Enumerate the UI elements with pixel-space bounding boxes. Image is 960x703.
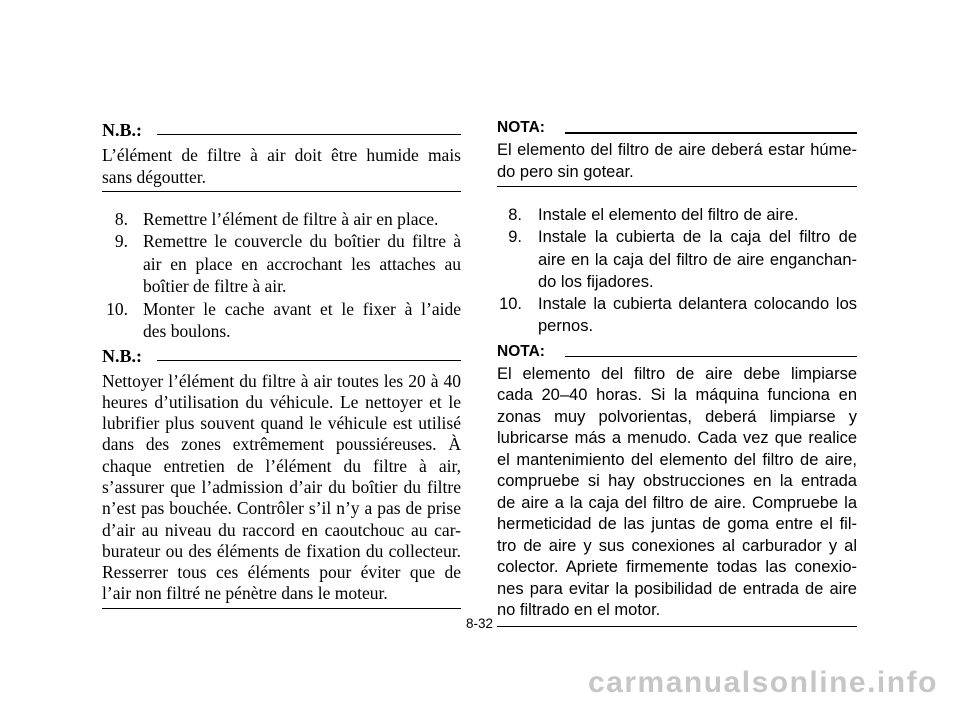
note-line: sans dégoutter. bbox=[102, 167, 207, 187]
step-text-line: Instale la cubierta de la caja del filtro de bbox=[538, 228, 857, 247]
step-number: 10. bbox=[106, 298, 128, 319]
note-line: n’est pas bouchée. Contrôler s’il n’y a pas de prise bbox=[102, 498, 461, 519]
step-list-es bbox=[497, 204, 857, 338]
note-line: L’élément de filtre à air doit être humide mais bbox=[102, 145, 461, 165]
step-text-line: des boulons. bbox=[143, 321, 231, 342]
step-item bbox=[102, 208, 461, 230]
step-text bbox=[538, 293, 857, 338]
note-line: hermeticidad de las juntas de goma entre el fil- bbox=[497, 515, 857, 533]
note-text-es-top bbox=[497, 139, 857, 183]
note-line: burateur ou des éléments de fixation du collecteur. bbox=[102, 540, 461, 561]
note-text-es-bottom bbox=[497, 364, 857, 622]
step-text bbox=[538, 204, 857, 226]
step-text-line: pernos. bbox=[538, 317, 594, 336]
step-text-line: air en place en accrochant les attaches au bbox=[143, 253, 461, 274]
step-number: 9. bbox=[114, 231, 128, 252]
note-line: tro de aire y sus conexiones al carburador y al bbox=[497, 536, 857, 555]
step-text-line: Monter le cache avant et le fixer à l’aide bbox=[143, 298, 461, 319]
step-list-fr bbox=[102, 208, 461, 342]
step-number: 9. bbox=[508, 228, 522, 247]
note-line: El elemento del filtro de aire deberá estar húme- bbox=[497, 141, 857, 159]
note-line: el mantenimiento del elemento del filtro de aire, bbox=[497, 450, 857, 469]
step-item bbox=[102, 230, 461, 297]
note-label-rule bbox=[157, 360, 461, 362]
note-line: de aire a la caja del filtro de aire. Compruebe la bbox=[497, 493, 857, 512]
note-label-fr-top: N.B.: bbox=[102, 120, 142, 140]
note-text-fr-bottom bbox=[102, 371, 461, 605]
note-label-rule bbox=[565, 132, 857, 134]
step-text bbox=[143, 230, 461, 297]
step-text bbox=[143, 208, 461, 230]
note-line: lubricarse más a menudo. Cada vez que realice bbox=[497, 429, 857, 447]
step-text bbox=[538, 226, 857, 293]
note-label-rule bbox=[157, 134, 461, 136]
step-text-line: boîtier de filtre à air. bbox=[143, 276, 287, 297]
step-number: 8. bbox=[508, 206, 522, 224]
note-line: dans des zones extrêmement poussiéreuses. À bbox=[102, 434, 461, 455]
page-number: 8-32 bbox=[466, 616, 494, 631]
note-line: Nettoyer l’élément du filtre à air toutes les 20 à 40 bbox=[102, 370, 461, 391]
note-line: Resserrer tous ces éléments pour éviter que de bbox=[102, 562, 461, 583]
step-text-line: Instale la cubierta delantera colocando los bbox=[538, 295, 857, 314]
note-line: do pero sin gotear. bbox=[497, 163, 634, 181]
note-text-fr-top bbox=[102, 144, 461, 188]
note-line: zonas muy polvorientas, deberá limpiarse y bbox=[497, 407, 857, 426]
note-end-rule bbox=[497, 186, 857, 188]
note-line: colector. Apriete firmemente todas las conexio- bbox=[497, 558, 857, 576]
step-text-line: aire en la caja del filtro de aire enganchan- bbox=[538, 250, 857, 269]
note-end-rule bbox=[102, 191, 461, 193]
note-label-es-top: NOTA: bbox=[497, 119, 545, 136]
note-line: l’air non filtré ne pénètre dans le moteur. bbox=[102, 583, 388, 604]
note-line: El elemento del filtro de aire debe limpiarse bbox=[497, 364, 857, 383]
step-item bbox=[497, 204, 857, 226]
step-text-line: Remettre le couvercle du boîtier du filtre à bbox=[143, 231, 461, 252]
step-text bbox=[143, 298, 461, 343]
note-line: chaque entretien de l’élément du filtre à air, bbox=[102, 455, 461, 476]
note-line: d’air au niveau du raccord en caoutchouc au car- bbox=[102, 519, 461, 540]
note-line: s’assurer que l’admission d’air du boîtier du filtre bbox=[102, 476, 461, 497]
page-footer-rule bbox=[497, 626, 857, 628]
step-text-line: Instale el elemento del filtro de aire. bbox=[538, 206, 799, 224]
watermark: carmanualsonline.info bbox=[588, 666, 938, 699]
note-line: compruebe si hay obstrucciones en la entrada bbox=[497, 472, 857, 490]
note-line: cada 20–40 horas. Si la máquina funciona en bbox=[497, 386, 857, 404]
step-number: 8. bbox=[114, 209, 128, 229]
step-text-line: Remettre l’élément de filtre à air en place. bbox=[143, 209, 439, 229]
note-line: nes para evitar la posibilidad de entrada de aire bbox=[497, 579, 857, 598]
step-item bbox=[102, 298, 461, 343]
note-label-fr-bottom: N.B.: bbox=[102, 346, 142, 366]
note-line: no filtrado en el motor. bbox=[497, 601, 661, 619]
note-label-rule bbox=[565, 356, 857, 358]
step-text-line: do los fijadores. bbox=[538, 272, 654, 291]
step-item bbox=[497, 226, 857, 293]
column-end-rule bbox=[102, 608, 461, 610]
step-item bbox=[497, 293, 857, 338]
note-line: lubrifier plus souvent quand le véhicule est utilisé bbox=[102, 413, 461, 434]
step-number: 10. bbox=[499, 295, 522, 314]
note-line: heures d’utilisation du véhicule. Le nettoyer et le bbox=[102, 391, 461, 412]
note-label-es-bottom: NOTA: bbox=[497, 343, 545, 360]
